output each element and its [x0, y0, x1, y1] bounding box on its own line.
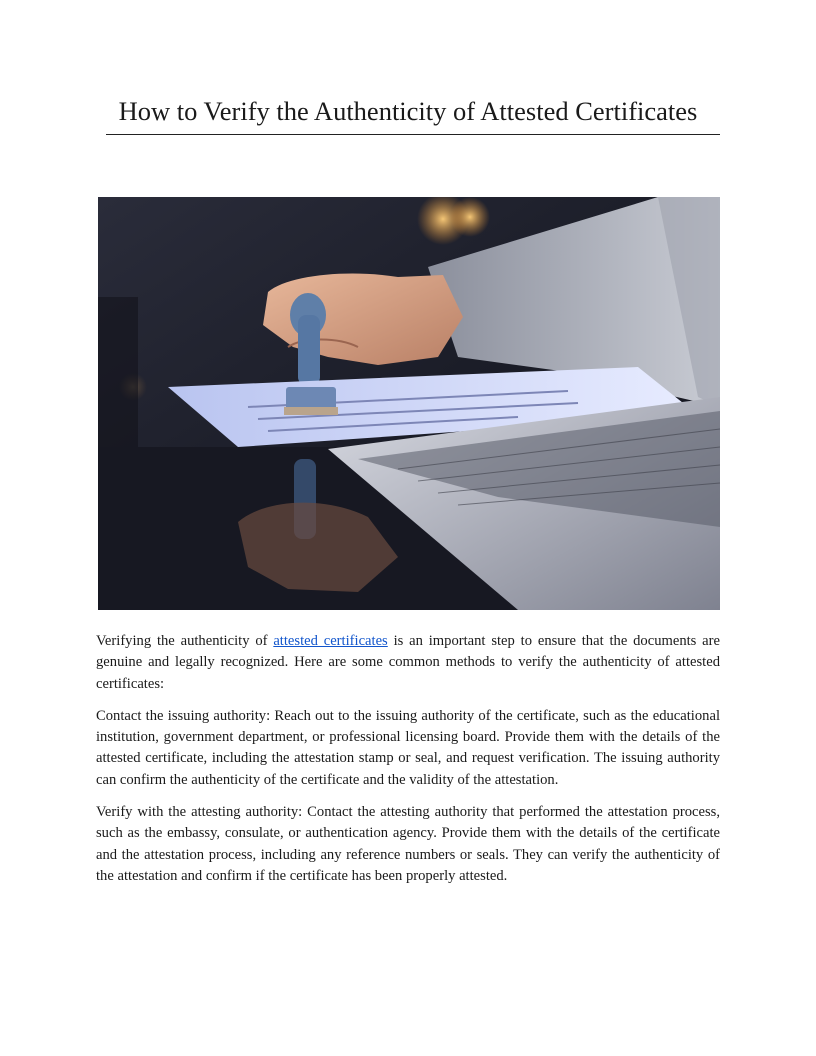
page-title: How to Verify the Authenticity of Attested Certificates: [118, 96, 698, 126]
paragraph-attesting-authority: Verify with the attesting authority: Contact the attesting authority that performed the attestation process, such as the embassy, consulate, or authentication agency. Provide them with the details of the certificate and the attestation process, including any reference numbers or seals. They can verify the authenticity of the attestation and confirm if the certificate has been properly attested.: [96, 804, 720, 884]
intro-paragraph: [96, 631, 720, 695]
intro-text-before-link: Verifying the authenticity of: [96, 633, 274, 649]
hero-image: [98, 197, 720, 610]
paragraph-issuing-authority: Contact the issuing authority: Reach out to the issuing authority of the certificate, such as the educational institution, government department, or professional licensing board. Provide them with the details of the attested certificate, including the attestation stamp or seal, and request verification. The issuing authority can confirm the authenticity of the certificate and the validity of the attestation.: [96, 707, 720, 788]
article-body: [96, 631, 720, 898]
stamp-on-document-photo-icon: [98, 197, 720, 610]
attested-certificates-link[interactable]: attested certificates: [273, 633, 388, 649]
intro-text-after-link: is an important step to ensure that the documents are genuine and legally recognized. Here are some common methods to verify the authenticity of attested certificates:: [96, 633, 721, 692]
title-underline: [106, 134, 720, 135]
